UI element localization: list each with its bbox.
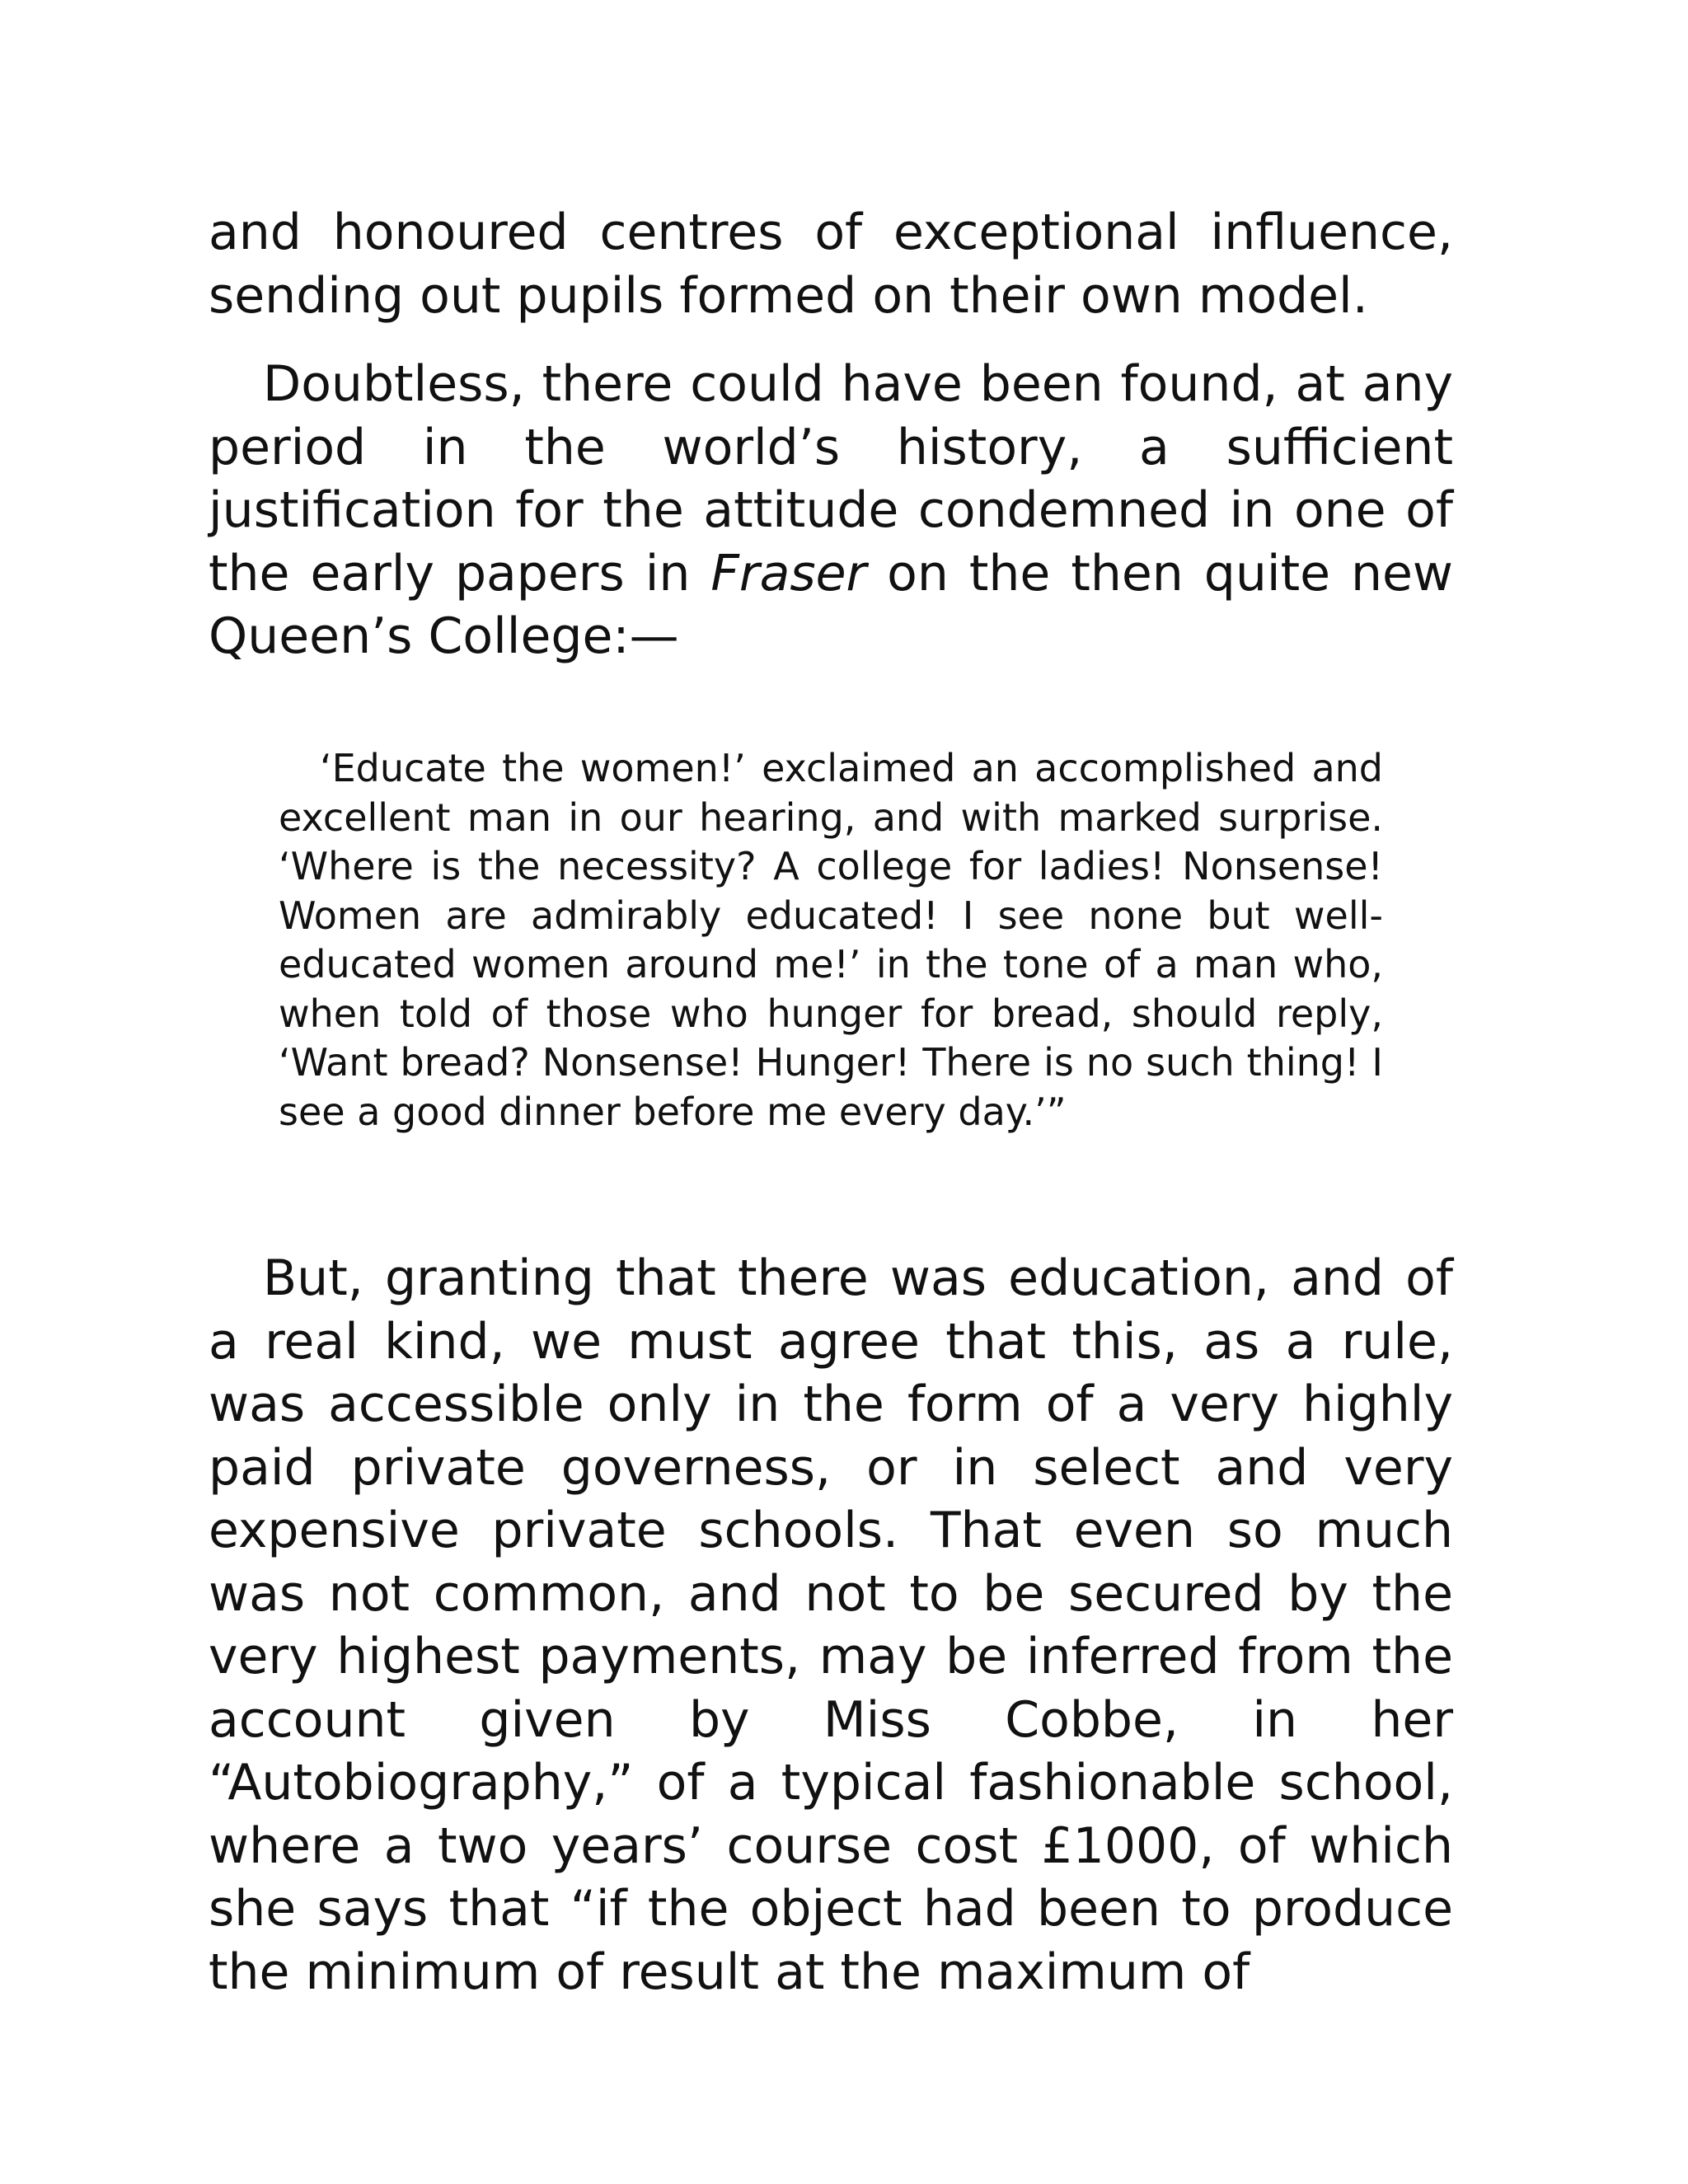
- paragraph-doubtless: [209, 353, 1453, 668]
- block-quote: ‘Educate the women!’ exclaimed an accomplished and excellent man in our hearing, and with marked surprise. ‘Where is the necessity? A college for ladies! Nonsense! Women are admirably educated! I see none but well-educated women around me!’ in the tone of a man who, when told of those who hunger for bread, should reply, ‘Want bread? Nonsense! Hunger! There is no such thing! I see a good dinner before me every day.’”: [279, 746, 1383, 1134]
- paragraph-text: on the then quite new Queen’s College:—: [209, 544, 1454, 665]
- italic-title: Fraser: [710, 544, 867, 602]
- paragraph-continuation: and honoured centres of exceptional influence, sending out pupils formed on their own model.: [209, 204, 1453, 325]
- paragraph-text: Doubtless, there could have been found, at any period in the world’s history, a sufficient justification for the attitude condemned in one of the early papers in: [209, 355, 1453, 602]
- paragraph-but-granting: But, granting that there was education, and of a real kind, we must agree that this, as a rule, was accessible only in the form of a very highly paid private governess, or in select and very expensive private schools. That even so much was not common, and not to be secured by the very highest payments, may be inferred from the account given by Miss Cobbe, in her “Autobiography,” of a typical fashionable school, where a two years’ course cost £1000, of which she says that “if the object had been to produce the minimum of result at the maximum of: [209, 1249, 1453, 2001]
